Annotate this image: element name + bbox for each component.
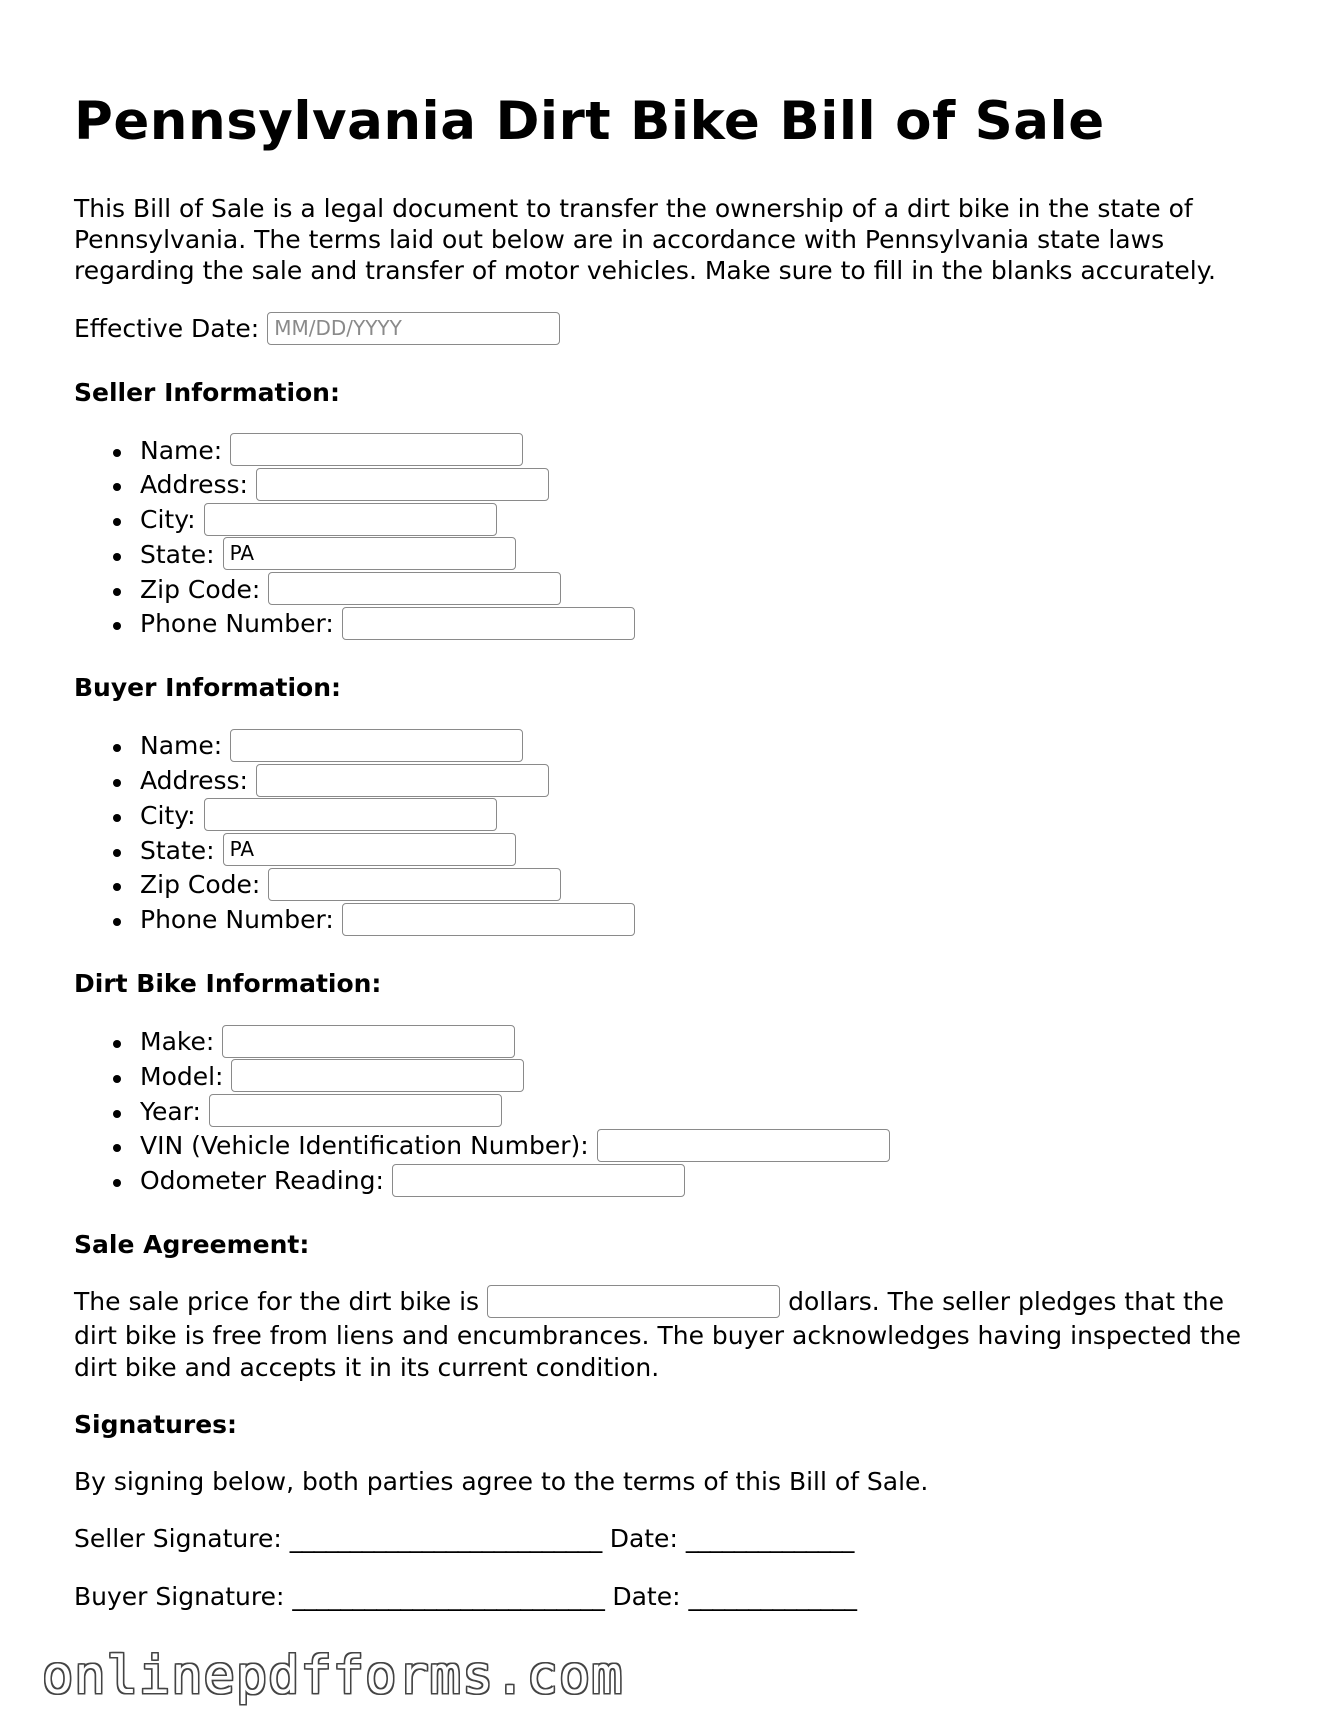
seller-address-label: Address: [140, 470, 248, 500]
bike-model-row [140, 1060, 1274, 1095]
sale-text-after: dollars. The seller pledges that the dirt bike is free from liens and encumbrances. The buyer acknowledges having inspected the dirt bike and accepts it in its current condition. [74, 1287, 1241, 1382]
sale-price-input[interactable] [487, 1285, 780, 1318]
seller-name-input[interactable] [230, 433, 523, 466]
sale-text-before: The sale price for the dirt bike is [74, 1287, 480, 1317]
bike-vin-input[interactable] [597, 1129, 890, 1162]
buyer-zip-label: Zip Code: [140, 870, 261, 900]
bike-make-input[interactable] [222, 1025, 515, 1058]
seller-date-line[interactable]: ______________ [685, 1523, 854, 1553]
buyer-signature-row [74, 1581, 1274, 1612]
bike-make-row [140, 1025, 1274, 1060]
seller-name-label: Name: [140, 435, 223, 465]
page-title: Pennsylvania Dirt Bike Bill of Sale [74, 91, 1105, 152]
bike-fields [74, 1025, 1274, 1199]
bike-model-label: Model: [140, 1061, 224, 1091]
bike-vin-label: VIN (Vehicle Identification Number): [140, 1131, 589, 1161]
effective-date-input[interactable]: MM/DD/YYYY [267, 312, 560, 345]
bike-year-row [140, 1095, 1274, 1130]
sale-heading: Sale Agreement: [74, 1230, 310, 1260]
signatures-heading: Signatures: [74, 1409, 238, 1439]
seller-signature-line[interactable]: __________________________ [289, 1523, 602, 1553]
seller-state-label: State: [140, 539, 215, 569]
seller-date-label: Date: [609, 1523, 678, 1553]
buyer-city-input[interactable] [204, 798, 497, 831]
buyer-zip-input[interactable] [268, 868, 561, 901]
buyer-date-label: Date: [612, 1581, 681, 1611]
signatures-intro: By signing below, both parties agree to the terms of this Bill of Sale. [74, 1466, 929, 1496]
buyer-phone-input[interactable] [342, 903, 635, 936]
sale-paragraph [74, 1286, 1274, 1384]
seller-phone-label: Phone Number: [140, 609, 334, 639]
buyer-state-input[interactable]: PA [223, 833, 516, 866]
buyer-address-input[interactable] [256, 764, 549, 797]
seller-state-row [140, 538, 1274, 573]
seller-address-row [140, 468, 1274, 503]
buyer-state-row [140, 834, 1274, 869]
seller-city-input[interactable] [204, 503, 497, 536]
bike-year-label: Year: [140, 1096, 201, 1126]
seller-heading: Seller Information: [74, 377, 340, 407]
seller-state-input[interactable]: PA [223, 537, 516, 570]
document-page [74, 92, 1274, 1639]
effective-date-row [74, 312, 1274, 347]
buyer-date-line[interactable]: ______________ [688, 1581, 857, 1611]
bike-vin-row [140, 1129, 1274, 1164]
buyer-address-row [140, 764, 1274, 799]
bike-odometer-row [140, 1164, 1274, 1199]
bike-year-input[interactable] [209, 1094, 502, 1127]
intro-paragraph: This Bill of Sale is a legal document to transfer the ownership of a dirt bike in the state of Pennsylvania. The terms laid out below are in accordance with Pennsylvania state laws regarding the sale and transfer of motor vehicles. Make sure to fill in the blanks accurately. [74, 194, 1216, 285]
buyer-phone-label: Phone Number: [140, 905, 334, 935]
watermark: onlinepdfforms.com [42, 1646, 624, 1706]
buyer-signature-line[interactable]: __________________________ [292, 1581, 605, 1611]
seller-zip-label: Zip Code: [140, 574, 261, 604]
bike-heading: Dirt Bike Information: [74, 969, 382, 999]
seller-phone-input[interactable] [342, 607, 635, 640]
bike-make-label: Make: [140, 1027, 215, 1057]
seller-signature-label: Seller Signature: [74, 1523, 282, 1553]
bike-odometer-input[interactable] [392, 1164, 685, 1197]
buyer-city-label: City: [140, 800, 196, 830]
buyer-state-label: State: [140, 835, 215, 865]
buyer-name-label: Name: [140, 731, 223, 761]
seller-phone-row [140, 607, 1274, 642]
seller-name-row [140, 434, 1274, 469]
bike-odometer-label: Odometer Reading: [140, 1166, 384, 1196]
buyer-name-row [140, 729, 1274, 764]
buyer-fields [74, 729, 1274, 938]
seller-city-label: City: [140, 505, 196, 535]
buyer-zip-row [140, 868, 1274, 903]
seller-signature-row [74, 1523, 1274, 1554]
seller-fields [74, 434, 1274, 643]
buyer-address-label: Address: [140, 766, 248, 796]
buyer-city-row [140, 799, 1274, 834]
seller-zip-row [140, 573, 1274, 608]
seller-address-input[interactable] [256, 468, 549, 501]
buyer-signature-label: Buyer Signature: [74, 1581, 285, 1611]
effective-date-label: Effective Date: [74, 314, 260, 343]
buyer-name-input[interactable] [230, 729, 523, 762]
seller-city-row [140, 503, 1274, 538]
bike-model-input[interactable] [231, 1059, 524, 1092]
buyer-heading: Buyer Information: [74, 673, 342, 703]
buyer-phone-row [140, 903, 1274, 938]
seller-zip-input[interactable] [268, 572, 561, 605]
